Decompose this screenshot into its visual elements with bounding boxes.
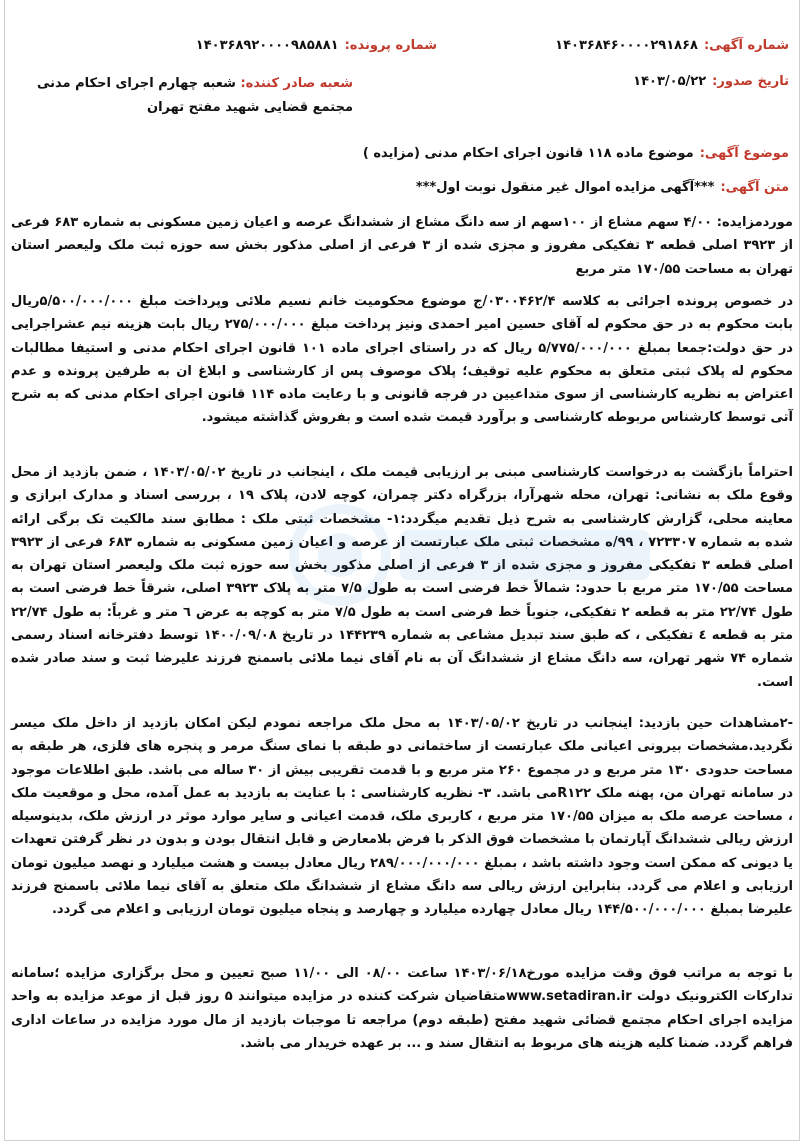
expert-report-paragraph: احتراماً بازگشت به درخواست کارشناسی مبنی بر ارزیابی قیمت ملک ، اینجانب در تاریخ ۱۴۰۳/۰۵/۰۲ ، ضمن بازدید از محل وقوع ملک به نشانی: تهران، محله شهرآرا، بزرگراه دکتر چمران، کوچه لادن، پلاک ۱۹ ، بررسی اسناد و مدارک ابرازی و معاینه محلی، گزارش کارشناسی به شرح ذیل تقدیم میگردد:۱- مشخصات ثبتی ملک : مطابق سند مالکیت تک برگی ارائه شده به شماره ۷۲۳۳۰۷ ، ۹۹/ه مشخصات ثبتی ملک عبارتست از عرصه و اعیان زمین مسکونی به شماره ۶۸۳ فرعی از ۳۹۲۳ اصلی قطعه ۳ تفکیکی مفروز و مجزی شده از ۳ فرعی از اصلی مذکور بخش سه حوزه ثبت ملک ولیعصر استان تهران به مساحت ۱۷۰/۵۵ متر مربع با حدود: شمالاً خط فرضی است به طول ۷/۵ متر به پلاک ۳۹۲۳ اصلی، شرقاً خط فرضی است به طول ۲۲/۷۴ متر به قطعه ۲ تفکیکی، جنوباً خط فرضی است به طول ۷/۵ متر به کوچه به عرض ٦ متر و غرباً: به طول ۲۲/۷۴ متر به قطعه ٤ تفکیکی ، که طبق سند تبدیل مشاعی به شماره ۱۴۴۲۳۹ در تاریخ ۱۴۰۰/۰۹/۰۸ توسط دفترخانه اسناد رسمی شماره ۷۴ شهر تهران، سه دانگ مشاع از ششدانگ آن به نام آقای نیما ملائی باسمنج فرزند علیرضا ثبت و سند صادر شده است. bbox=[11, 465, 794, 690]
case-number-value: ۱۴۰۳۶۸۹۲۰۰۰۰۹۸۵۸۸۱ bbox=[195, 38, 339, 53]
notice-number bbox=[555, 36, 789, 56]
notice-subject-label: موضوع آگهی: bbox=[699, 146, 789, 161]
case-number bbox=[196, 36, 437, 56]
notice-number-value: ۱۴۰۳۶۸۴۶۰۰۰۰۲۹۱۸۶۸ bbox=[555, 38, 698, 53]
auction-time-paragraph: با توجه به مراتب فوق وقت مزایده مورخ۱۴۰۳/۰۶/۱۸ ساعت ۰۸/۰۰ الی ۱۱/۰۰ صبح تعیین و محل برگزاری مزایده ؛سامانه تدارکات الکترونیک دولت www.setadiran.irمتقاضیان شرکت کننده در مزایده میتوانند ۵ روز قبل از موعد مزایده به واحد مزایده اجرای احکام مجتمع قضائی شهید مفتح (طبقه دوم) مراجعه تا موجبات بازدید از مال مورد مزایده در ساعات اداری فراهم گردد. ضمنا کلیه هزینه های مربوط به انتقال سند و ... بر عهده خریدار می باشد. bbox=[11, 966, 794, 1051]
issuing-branch bbox=[23, 72, 353, 120]
case-number-label: شماره پرونده: bbox=[344, 38, 437, 53]
issuing-branch-value: شعبه چهارم اجرای احکام مدنی مجتمع قضایی شهید مفتح تهران bbox=[37, 76, 353, 115]
notice-text-title bbox=[416, 178, 789, 198]
issue-date-value: ۱۴۰۳/۰۵/۲۲ bbox=[633, 74, 707, 89]
issuing-branch-label: شعبه صادر کننده: bbox=[240, 76, 353, 91]
notice-subject bbox=[363, 144, 789, 164]
notice-text-value: ***آگهی مزایده اموال غیر منقول نوبت اول*** bbox=[415, 180, 715, 195]
issue-date bbox=[633, 72, 789, 92]
notice-subject-value: موضوع ماده ۱۱۸ قانون اجرای احکام مدنی (مزایده ) bbox=[362, 146, 694, 161]
auction-item-paragraph: موردمزایده: ۴/۰۰ سهم مشاع از ۱۰۰سهم از سه دانگ مشاع از ششدانگ عرصه و اعیان زمین مسکونی به شماره ۶۸۳ فرعی از ۳۹۲۳ اصلی قطعه ۳ تفکیکی مفروز و مجزی شده از ۳ فرعی از اصلی مذکور بخش سه حوزه ثبت ملک ولیعصر استان تهران به مساحت ۱۷۰/۵۵ متر مربع bbox=[11, 215, 794, 277]
notice-sheet bbox=[4, 0, 800, 1141]
observations-valuation-paragraph: -۲مشاهدات حین بازدید: اینجانب در تاریخ ۱۴۰۳/۰۵/۰۲ به محل ملک مراجعه نمودم لیکن امکان بازدید از داخل ملک میسر نگردید.مشخصات بیرونی اعیانی ملک عبارتست از ساختمانی دو طبقه با نمای سنگ مرمر و پنجره های فلزی، هر طبقه به مساحت حدودی ۱۳۰ متر مربع و در مجموع ۲۶۰ متر مربع و با قدمت تقریبی بیش از ۳۰ ساله می باشد. طبق اطلاعات موجود در سامانه تهران من، پهنه ملک R۱۲۲می باشد. ۳- نظریه کارشناسی : با عنایت به بازدید به عمل آمده، محل و موقعیت ملک ، مساحت عرصه ملک به میزان ۱۷۰/۵۵ متر مربع ، کاربری ملک، قدمت اعیانی و سایر موارد موثر در ارزش ملک، بدینوسیله ارزش ریالی ششدانگ آپارتمان با مشخصات فوق الذکر با فرض بلامعارض و قابل انتقال بودن و بدون در نظر گرفتن تعهدات یا دیونی که ممکن است وجود داشته باشد ، بمبلغ ۲۸۹/۰۰۰/۰۰۰/۰۰۰ ریال معادل بیست و هشت میلیارد و نهصد میلیون تومان ارزیابی و اعلام می گردد. بنابراین ارزش ریالی سه دانگ مشاع از ششدانگ ملک متعلق به آقای نیما ملائی باسمنج فرزند علیرضا بمبلغ ۱۴۴/۵۰۰/۰۰۰/۰۰۰ ریال معادل چهارده میلیارد و چهارصد و پنجاه میلیون تومان ارزیابی و اعلام می گردد. bbox=[11, 716, 794, 918]
execution-case-paragraph: در خصوص پرونده اجرائی به کلاسه ۰۳۰۰۴۶۲/۴/ج موضوع محکومیت خانم نسیم ملائی وپرداخت مبلغ ۵/۵۰۰/۰۰۰/۰۰۰ریال بابت محکوم به در حق محکوم له آقای حسین امیر احمدی ونیز پرداخت مبلغ ۲۷۵/۰۰۰/۰۰۰ ریال بابت هزینه نیم عشراجرایی در حق دولت:جمعا بمبلغ ۵/۷۷۵/۰۰۰/۰۰۰ ریال که در راستای اجرای ماده ۱۰۱ قانون اجرای احکام مدنی و استیفا مطالبات محکوم له پلاک ثبتی متعلق به محکوم علیه توقیف؛ پلاک موصوف پس از کارشناسی و ابلاغ ان به طرفین پرونده و عدم اعتراض به نظریه کارشناسی از سوی متداعیین در فرجه قانونی و با رعایت ماده ۱۱۴ قانون اجرای احکام مدنی که به شرح آتی توسط کارشناس مربوطه کارشناسی و برآورد قیمت شده است و بفروش گذاشته میشود. bbox=[11, 294, 793, 426]
notice-number-label: شماره آگهی: bbox=[703, 38, 789, 53]
notice-text-label: متن آگهی: bbox=[720, 180, 789, 195]
issue-date-label: تاریخ صدور: bbox=[712, 74, 789, 89]
